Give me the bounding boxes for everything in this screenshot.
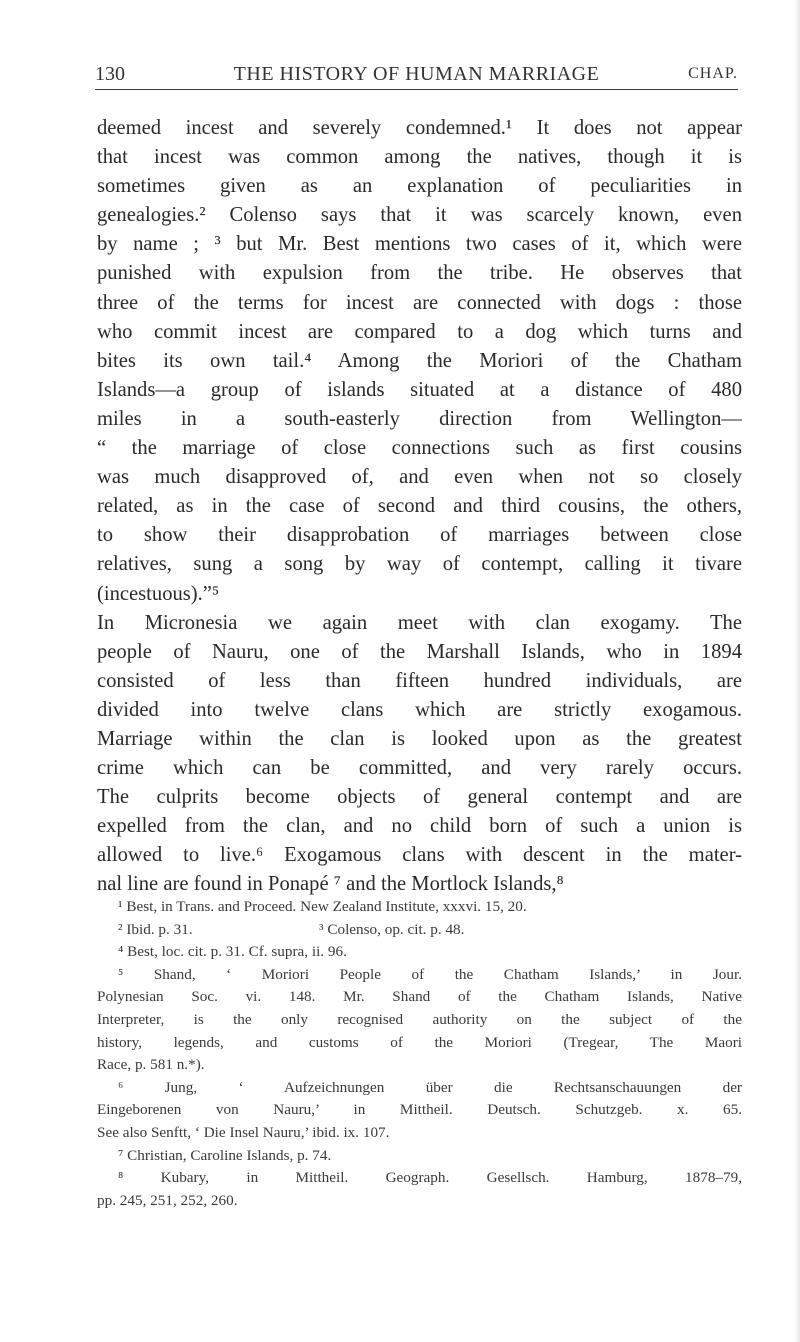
footnote-5-line: ⁵ Shand, ‘ Moriori People of the Chatham Islands,’ in Jour. xyxy=(118,965,742,983)
body-line: that incest was common among the natives, though it is xyxy=(97,146,742,169)
running-title: THE HISTORY OF HUMAN MARRIAGE xyxy=(233,63,600,85)
body-line: (incestuous).”⁵ xyxy=(97,582,220,605)
body-line: allowed to live.⁶ Exogamous clans with descent in the mater- xyxy=(97,844,742,867)
footnote-5-line: Interpreter, is the only recognised authority on the subject of the xyxy=(97,1010,742,1028)
body-line: Marriage within the clan is looked upon as the greatest xyxy=(97,727,742,750)
body-line: divided into twelve clans which are strictly exogamous. xyxy=(97,698,742,721)
body-line: who commit incest are compared to a dog which turns and xyxy=(97,320,742,343)
page-header xyxy=(95,63,738,90)
body-line: by name ; ³ but Mr. Best mentions two cases of it, which were xyxy=(97,233,742,256)
body-line: to show their disapprobation of marriages between close xyxy=(97,524,742,547)
body-line: relatives, sung a song by way of contempt, calling it tivare xyxy=(97,553,742,576)
footnote-7: ⁷ Christian, Caroline Islands, p. 74. xyxy=(118,1146,332,1164)
page-edge-shade xyxy=(794,0,800,1342)
body-line: genealogies.² Colenso says that it was scarcely known, even xyxy=(97,204,742,227)
body-text xyxy=(97,114,742,900)
body-line: deemed incest and severely condemned.¹ It does not appear xyxy=(97,117,742,139)
footnote-8-line: ⁸ Kubary, in Mittheil. Geograph. Gesellsch. Hamburg, 1878–79, xyxy=(118,1169,742,1187)
footnote-6-line: Eingeborenen von Nauru,’ in Mittheil. Deutsch. Schutzgeb. x. 65. xyxy=(97,1101,742,1119)
footnote-4: ⁴ Best, loc. cit. p. 31. Cf. supra, ii. 96. xyxy=(118,943,347,961)
body-line: The culprits become objects of general contempt and are xyxy=(97,786,742,809)
page-number: 130 xyxy=(95,63,125,85)
body-line: three of the terms for incest are connected with dogs : those xyxy=(97,291,742,314)
chapter-label: CHAP. xyxy=(688,65,738,82)
footnote-6-line: ⁶ Jung, ‘ Aufzeichnungen über die Rechtsanschauungen der xyxy=(118,1078,742,1096)
body-line: crime which can be committed, and very rarely occurs. xyxy=(97,757,742,780)
body-line: miles in a south-easterly direction from Wellington— xyxy=(97,407,742,430)
body-line: punished with expulsion from the tribe. He observes that xyxy=(97,262,742,285)
footnote-1: ¹ Best, in Trans. and Proceed. New Zealand Institute, xxxvi. 15, 20. xyxy=(118,898,527,915)
body-line: “ the marriage of close connections such as first cousins xyxy=(97,437,742,460)
footnote-5-line: Race, p. 581 n.*). xyxy=(97,1056,205,1074)
body-line: expelled from the clan, and no child born of such a union is xyxy=(97,815,742,838)
footnote-pair-2-3 xyxy=(97,919,742,942)
body-line: people of Nauru, one of the Marshall Islands, who in 1894 xyxy=(97,640,742,663)
footnote-5-line: history, legends, and customs of the Moriori (Tregear, The Maori xyxy=(97,1033,742,1051)
footnote-6-line: See also Senftt, ‘ Die Insel Nauru,’ ibid. ix. 107. xyxy=(97,1123,390,1141)
footnote-3: ³ Colenso, op. cit. p. 48. xyxy=(319,920,465,938)
footnotes xyxy=(97,896,742,1212)
footnote-5-line: Polynesian Soc. vi. 148. Mr. Shand of the Chatham Islands, Native xyxy=(97,988,742,1006)
body-line: related, as in the case of second and third cousins, the others, xyxy=(97,495,742,518)
body-line: In Micronesia we again meet with clan exogamy. The xyxy=(97,611,742,634)
body-line: was much disapproved of, and even when not so closely xyxy=(97,466,742,489)
body-line: consisted of less than fifteen hundred individuals, are xyxy=(97,669,742,692)
footnote-8-line: pp. 245, 251, 252, 260. xyxy=(97,1191,238,1209)
body-line: Islands—a group of islands situated at a distance of 480 xyxy=(97,378,742,401)
body-line: sometimes given as an explanation of peculiarities in xyxy=(97,175,742,198)
body-line: nal line are found in Ponapé ⁷ and the Mortlock Islands,⁸ xyxy=(97,873,564,896)
footnote-2: ² Ibid. p. 31. xyxy=(118,920,193,938)
body-line: bites its own tail.⁴ Among the Moriori of the Chatham xyxy=(97,349,742,372)
